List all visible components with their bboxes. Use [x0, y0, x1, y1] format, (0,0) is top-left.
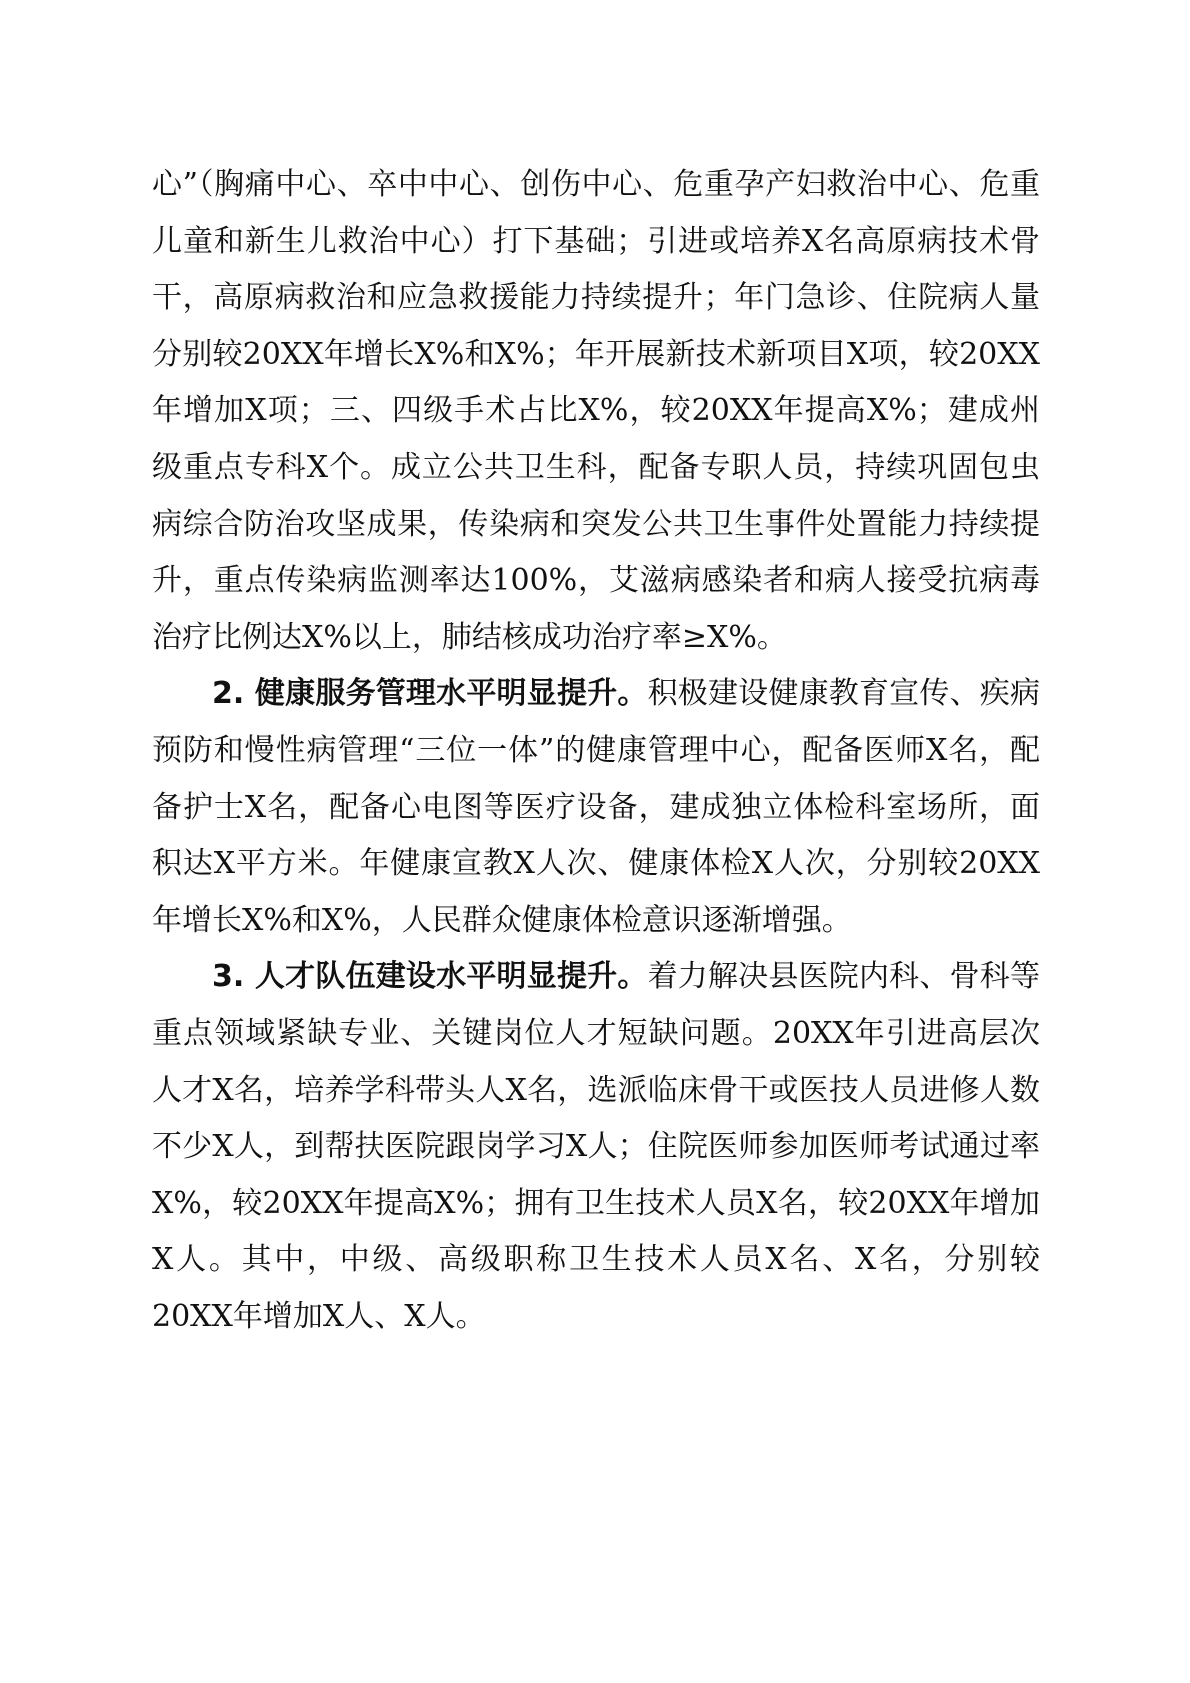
paragraph-health-service	[152, 666, 1040, 949]
paragraph-talent-team	[152, 949, 1040, 1345]
paragraph-text: 积极建设健康教育宣传、疾病预防和慢性病管理“三位一体”的健康管理中心，配备医师X名，配备护士X名，配备心电图等医疗设备，建成独立体检科室场所，面积达X平方米。年健康宣教X人次、健康体检X人次，分别较20XX年增长X%和X%，人民群众健康体检意识逐渐增强。	[152, 676, 1040, 938]
paragraph-heading: 2. 健康服务管理水平明显提升。	[212, 676, 648, 712]
paragraph-continuation	[152, 157, 1040, 666]
paragraph-text: 着力解决县医院内科、骨科等重点领域紧缺专业、关键岗位人才短缺问题。20XX年引进高层次人才X名，培养学科带头人X名，选派临床骨干或医技人员进修人数不少X人，到帮扶医院跟岗学习X人；住院医师参加医师考试通过率X%，较20XX年提高X%；拥有卫生技术人员X名，较20XX年增加X人。其中，中级、高级职称卫生技术人员X名、X名，分别较20XX年增加X人、X人。	[152, 959, 1040, 1334]
document-body	[152, 157, 1040, 1345]
paragraph-text: 心”（胸痛中心、卒中中心、创伤中心、危重孕产妇救治中心、危重儿童和新生儿救治中心）打下基础；引进或培养X名高原病技术骨干，高原病救治和应急救援能力持续提升；年门急诊、住院病人量分别较20XX年增长X%和X%；年开展新技术新项目X项，较20XX年增加X项；三、四级手术占比X%，较20XX年提高X%；建成州级重点专科X个。成立公共卫生科，配备专职人员，持续巩固包虫病综合防治攻坚成果，传染病和突发公共卫生事件处置能力持续提升，重点传染病监测率达100%，艾滋病感染者和病人接受抗病毒治疗比例达X%以上，肺结核成功治疗率≥X%。	[152, 167, 1040, 655]
paragraph-heading: 3. 人才队伍建设水平明显提升。	[212, 959, 648, 995]
